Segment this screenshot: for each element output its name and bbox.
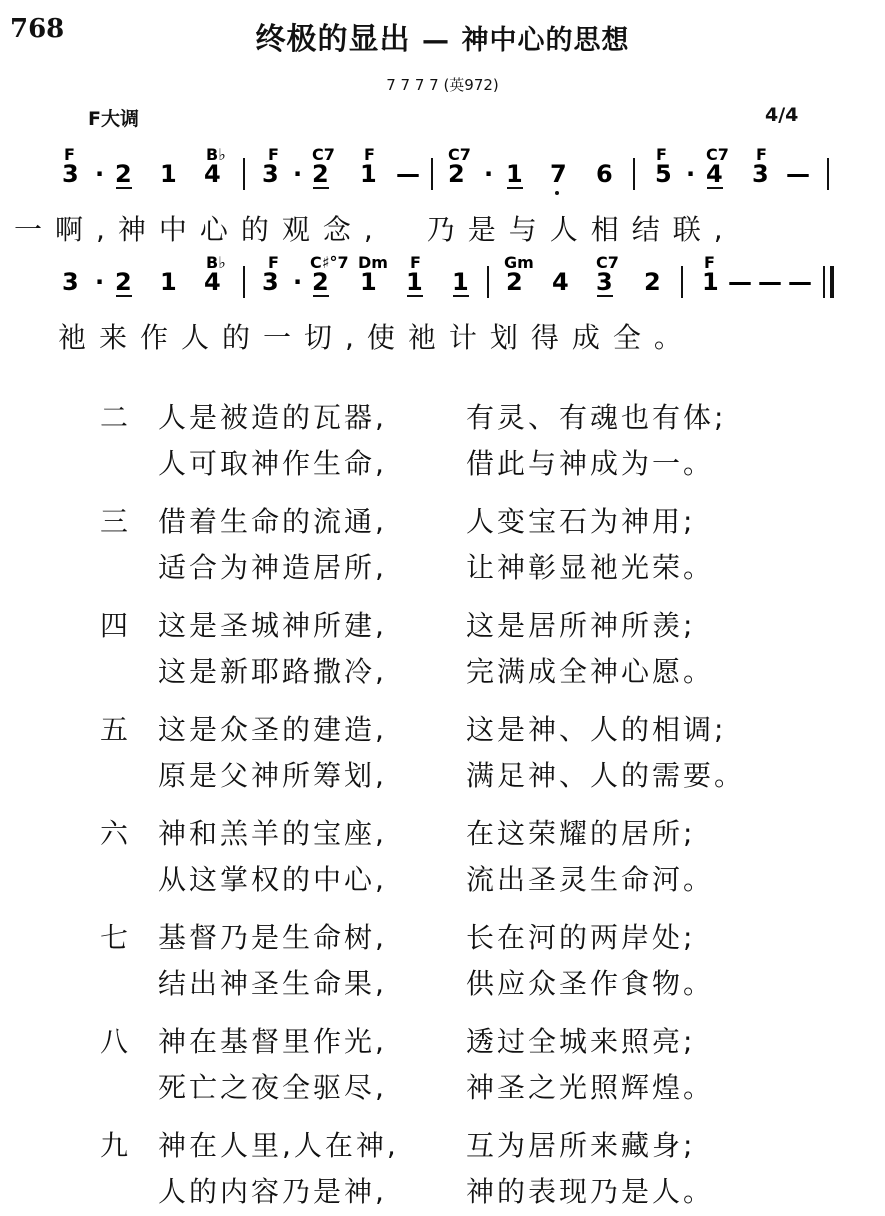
verse-number: 四 (100, 609, 132, 642)
verse-text: 借此与神成为一。 (466, 447, 715, 480)
verses (100, 396, 800, 1216)
key-signature: F大调 (88, 108, 139, 130)
staff-line-2 (0, 248, 885, 308)
verse-text: 适合为神造居所, (158, 551, 387, 584)
verse-text: 满足神、人的需要。 (466, 759, 746, 792)
note: 3 (752, 160, 769, 188)
note: · (95, 160, 105, 188)
chord: C7 (706, 145, 729, 164)
staff-line-1 (0, 140, 885, 200)
note: 4 (552, 268, 569, 296)
verse (100, 916, 800, 1008)
note: 1 (506, 160, 523, 188)
note: 1 (160, 160, 177, 188)
verse-number: 九 (100, 1129, 132, 1162)
note: 4 (706, 160, 723, 188)
chord: F (64, 145, 75, 164)
verse-text: 死亡之夜全驱尽, (158, 1071, 387, 1104)
hymn-number: 768 (10, 14, 65, 44)
verse-text: 人变宝石为神用; (466, 505, 696, 538)
verse-text: 神圣之光照辉煌。 (466, 1071, 715, 1104)
verse-text: 人的内容乃是神, (158, 1175, 387, 1208)
chord: F (756, 145, 767, 164)
chord: Gm (504, 253, 534, 272)
note: 2 (312, 268, 329, 296)
chord: F (704, 253, 715, 272)
verse-text: 让神彰显祂光荣。 (466, 551, 715, 584)
note: 2 (115, 268, 132, 296)
note: — (728, 268, 752, 296)
note: 3 (596, 268, 613, 296)
note: 1 (452, 268, 469, 296)
note: 2 (448, 160, 465, 188)
note: · (686, 160, 696, 188)
verse-number: 二 (100, 401, 132, 434)
verse-text: 有灵、有魂也有体; (466, 401, 727, 434)
verse-text: 供应众圣作食物。 (466, 967, 715, 1000)
note: 1 (360, 160, 377, 188)
verse-text: 这是居所神所羡; (466, 609, 696, 642)
verse-text: 人可取神作生命, (158, 447, 387, 480)
hymn-title (0, 14, 885, 58)
verse (100, 1020, 800, 1112)
verse-number: 八 (100, 1025, 132, 1058)
note: — (788, 268, 812, 296)
note: — (758, 268, 782, 296)
note: 6 (596, 160, 613, 188)
chord: C7 (596, 253, 619, 272)
verse-text: 长在河的两岸处; (466, 921, 696, 954)
note: · (95, 268, 105, 296)
note: 2 (312, 160, 329, 188)
note: 3 (262, 160, 279, 188)
chord: C7 (448, 145, 471, 164)
verse-text: 互为居所来藏身; (466, 1129, 696, 1162)
note: — (786, 160, 810, 188)
lyrics-line-2: 祂来作人的一切,使祂计划得成全。 (58, 321, 695, 354)
verse-text: 完满成全神心愿。 (466, 655, 715, 688)
chord: B♭ (206, 253, 226, 272)
note: 1 (406, 268, 423, 296)
chord: B♭ (206, 145, 226, 164)
verse-number: 六 (100, 817, 132, 850)
title-separator: — (422, 25, 450, 56)
verse-text: 神在人里,人在神, (158, 1129, 399, 1162)
note: 1 (160, 268, 177, 296)
note: 4 (204, 160, 221, 188)
chord: F (268, 145, 279, 164)
note: 5 (655, 160, 672, 188)
note: — (396, 160, 420, 188)
note: 3 (62, 268, 79, 296)
chord: F (410, 253, 421, 272)
chord: C♯°7 (310, 253, 349, 272)
verse-number: 七 (100, 921, 132, 954)
note: · (484, 160, 494, 188)
verse (100, 1124, 800, 1216)
staff-line-1-svg (0, 140, 885, 200)
verse-text: 神在基督里作光, (158, 1025, 387, 1058)
verse-text: 在这荣耀的居所; (466, 817, 696, 850)
chord: F (364, 145, 375, 164)
verse-text: 流出圣灵生命河。 (466, 863, 715, 896)
chord: F (268, 253, 279, 272)
title-subtitle: 神中心的思想 (461, 25, 630, 56)
note: 2 (644, 268, 661, 296)
verse-text: 原是父神所筹划, (158, 759, 387, 792)
verse-text: 神和羔羊的宝座, (158, 817, 387, 850)
verse-text: 基督乃是生命树, (158, 921, 387, 954)
chord: F (656, 145, 667, 164)
verse-text: 人是被造的瓦器, (158, 401, 387, 434)
verse-number: 三 (100, 505, 132, 538)
verse-text: 结出神圣生命果, (158, 967, 387, 1000)
verse (100, 396, 800, 488)
verse (100, 604, 800, 696)
lyrics-line-1: 一啊,神中心的观念, 乃是与人相结联, (14, 213, 736, 246)
time-signature: 4/4 (765, 104, 799, 126)
verse (100, 812, 800, 904)
verse (100, 500, 800, 592)
note: 4 (204, 268, 221, 296)
verse-text: 借着生命的流通, (158, 505, 387, 538)
verse-text: 神的表现乃是人。 (466, 1175, 715, 1208)
meter: 7 7 7 7 (英972) (386, 76, 499, 94)
note: 3 (62, 160, 79, 188)
verse-text: 这是新耶路撒冷, (158, 655, 387, 688)
note: 3 (262, 268, 279, 296)
title-main: 终极的显出 (255, 22, 411, 57)
verse-text: 透过全城来照亮; (466, 1025, 696, 1058)
note: 1 (360, 268, 377, 296)
note: · (293, 160, 303, 188)
note: 7 (550, 160, 567, 188)
chord: Dm (358, 253, 388, 272)
chord: C7 (312, 145, 335, 164)
verse-number: 五 (100, 713, 132, 746)
note: 1 (702, 268, 719, 296)
note: 2 (506, 268, 523, 296)
staff-line-2-svg (0, 248, 885, 308)
note: 2 (115, 160, 132, 188)
verse-text: 这是神、人的相调; (466, 713, 727, 746)
verse-text: 从这掌权的中心, (158, 863, 387, 896)
verse (100, 708, 800, 800)
verse-text: 这是众圣的建造, (158, 713, 387, 746)
note: · (293, 268, 303, 296)
verse-text: 这是圣城神所建, (158, 609, 387, 642)
